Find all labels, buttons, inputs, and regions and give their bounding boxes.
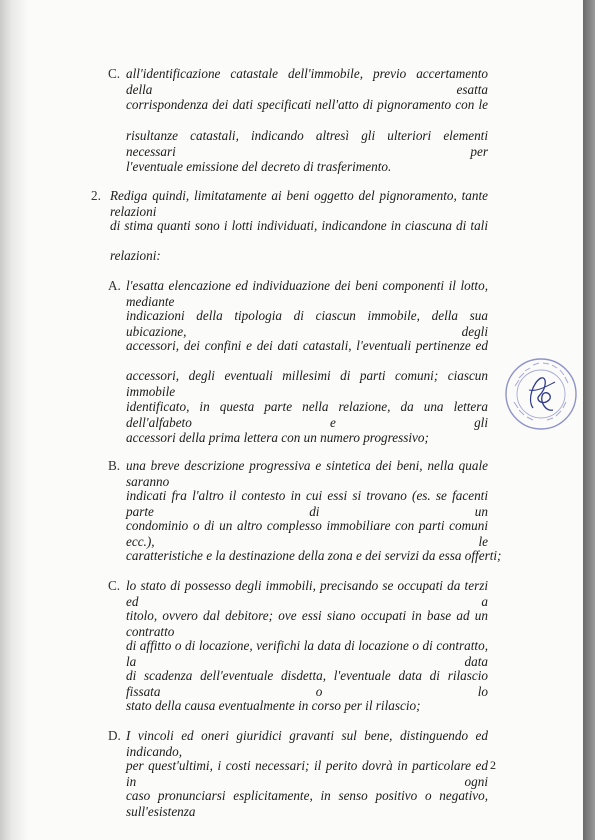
text-line: titolo, ovvero dal debitore; ove essi siano occupati in base ad un contratto <box>126 608 488 639</box>
scan-shadow <box>0 0 28 840</box>
text-line: all'identificazione catastale dell'immobile, previo accertamento della esatta <box>126 66 488 97</box>
text-line: per quest'ultimi, i costi necessari; il perito dovrà in particolare ed in ogni <box>126 758 488 789</box>
text-line: risultanze catastali, indicando altresì gli ulteriori elementi necessari per <box>126 128 488 159</box>
text-line: accessori, dei confini e dei dati catastali, l'eventuali pertinenze ed <box>126 338 488 353</box>
text-line: relazioni: <box>110 248 161 263</box>
text-line: Rediga quindi, limitatamente ai beni oggetto del pignoramento, tante relazioni <box>110 188 488 219</box>
text-line: I vincoli ed oneri giuridici gravanti sul bene, distinguendo ed indicando, <box>126 728 488 759</box>
text-line: identificato, in questa parte nella relazione, da una lettera dell'alfabeto e gli <box>126 399 488 430</box>
text-line: condominio o di un altro complesso immobiliare con parti comuni ecc.), le <box>126 518 488 549</box>
text-line: lo stato di possesso degli immobili, precisando se occupati da terzi ed a <box>126 578 488 609</box>
item-marker: A. <box>108 278 121 293</box>
text-line: indicati fra l'altro il contesto in cui essi si trovano (es. se facenti parte di un <box>126 488 488 519</box>
scan-edge <box>583 0 595 840</box>
text-line: indicazioni della tipologia di ciascun immobile, della sua ubicazione, degli <box>126 308 488 339</box>
text-line: di affitto o di locazione, verifichi la data di locazione o di contratto, la data <box>126 638 488 669</box>
text-line: caratteristiche e la destinazione della zona e dei servizi da essa offerti; <box>126 548 502 563</box>
text-line: stato della causa eventualmente in corso per il rilascio; <box>126 698 421 713</box>
item-marker: 2. <box>91 188 101 203</box>
text-line: accessori, degli eventuali millesimi di parti comuni; ciascun immobile <box>126 368 488 399</box>
item-marker: C. <box>108 66 121 81</box>
item-marker: B. <box>108 458 121 473</box>
item-marker: C. <box>108 578 121 593</box>
text-line: l'esatta elencazione ed individuazione dei beni componenti il lotto, mediante <box>126 278 488 309</box>
page-number: 2 <box>490 758 496 772</box>
item-marker: D. <box>108 728 121 743</box>
text-line: l'eventuale emissione del decreto di trasferimento. <box>126 159 392 174</box>
text-line: corrispondenza dei dati specificati nell'atto di pignoramento con le <box>126 97 488 112</box>
official-stamp <box>503 356 579 432</box>
text-line: di stima quanti sono i lotti individuati, indicandone in ciascuna di tali <box>110 218 488 233</box>
text-line: di scadenza dell'eventuale disdetta, l'eventuale data di rilascio fissata o lo <box>126 668 488 699</box>
text-line: accessori della prima lettera con un numero progressivo; <box>126 430 429 445</box>
text-line: una breve descrizione progressiva e sintetica dei beni, nella quale saranno <box>126 458 488 489</box>
text-line: caso pronunciarsi esplicitamente, in senso positivo o negativo, sull'esistenza <box>126 788 488 819</box>
